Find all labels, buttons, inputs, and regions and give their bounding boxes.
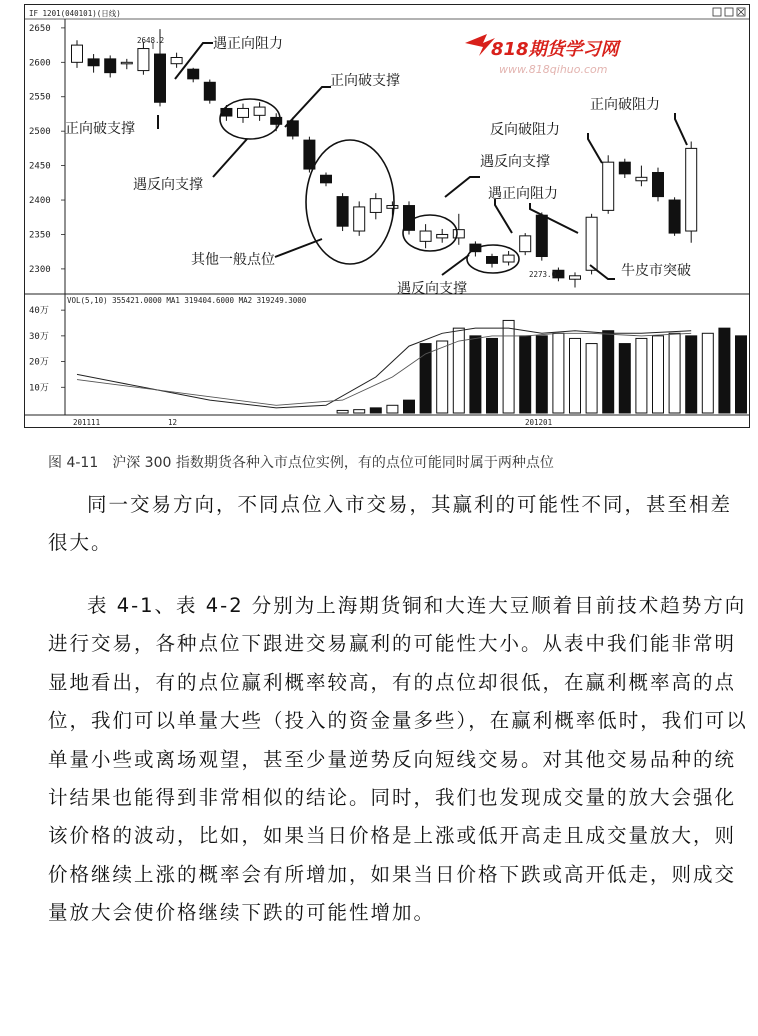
volume-bar-up: [570, 338, 581, 413]
volume-bar-up: [586, 344, 597, 413]
candle-body-up: [686, 148, 697, 231]
ann-fan-xiang-po-zu-li: 反向破阻力: [490, 122, 560, 138]
chart-header: IF 1201(040101)(日线): [29, 9, 121, 18]
candle-body-down: [619, 162, 630, 174]
volume-bar-up: [387, 405, 398, 413]
candle-body-up: [586, 217, 597, 270]
candle-body-down: [321, 175, 332, 183]
candle: [653, 168, 664, 202]
maximize-icon[interactable]: [725, 8, 733, 16]
volume-axis-label: 40万: [29, 306, 49, 317]
candle-body-down: [653, 172, 664, 196]
volume-ma1-line: [77, 328, 691, 408]
candle: [138, 42, 149, 75]
price-axis-label: 2550: [29, 92, 51, 103]
window-controls: [713, 8, 745, 16]
annotation-leaders: [158, 43, 687, 279]
volume-bar-down: [404, 400, 415, 413]
volume-bar-down: [487, 338, 498, 413]
candle-body-down: [536, 215, 547, 256]
candle-body-down: [669, 200, 680, 233]
candle-body-down: [487, 257, 498, 264]
ann-qi-ta-yi-ban-dian-wei: 其他一般点位: [191, 252, 275, 268]
volume-bar-down: [686, 336, 697, 413]
candle-body-up: [370, 199, 381, 213]
candle-body-up: [570, 276, 581, 279]
candle-body-down: [204, 82, 215, 100]
volume-axis-label: 10万: [29, 383, 49, 394]
volume-bar-down: [470, 336, 481, 413]
volume-bar-down: [520, 336, 531, 413]
candle: [370, 193, 381, 219]
candle-body-up: [503, 255, 514, 262]
candle: [88, 54, 99, 73]
candle-body-down: [105, 59, 116, 73]
candle-body-up: [171, 57, 182, 63]
volume-axis: [29, 305, 65, 393]
volume-axis-label: 30万: [29, 331, 49, 342]
price-axis-label: 2450: [29, 161, 51, 172]
candle: [669, 197, 680, 236]
paragraph-1: 同一交易方向，不同点位入市交易，其赢利的可能性不同，甚至相差很大。: [48, 493, 733, 555]
candle-body-up: [603, 162, 614, 210]
candle-body-up: [72, 45, 83, 62]
volume-bar-down: [370, 408, 381, 413]
candle-body-up: [254, 107, 265, 115]
ann-niu-pi-shi-tu-po: 牛皮市突破: [621, 263, 691, 279]
candle: [536, 212, 547, 260]
candle: [404, 201, 415, 234]
candle: [603, 155, 614, 214]
candle: [188, 68, 199, 82]
candle: [619, 159, 630, 178]
price-axis-label: 2500: [29, 127, 51, 138]
volume-header: VOL(5,10) 355421.0000 MA1 319404.6000 MA2 319249.3000: [67, 296, 307, 305]
volume-bar-down: [719, 328, 730, 413]
candlestick-figure: [24, 4, 750, 428]
figure-caption: 图 4-11 沪深 300 指数期货各种入市点位实例，有的点位可能同时属于两种点位: [48, 455, 554, 471]
volume-bar-up: [437, 341, 448, 413]
candle-body-up: [138, 49, 149, 71]
volume-bar-up: [337, 410, 348, 413]
candle-body-down: [155, 54, 166, 102]
candle-body-up: [520, 236, 531, 252]
volume-bar-up: [553, 333, 564, 413]
candle-body-up: [437, 234, 448, 237]
candle: [570, 272, 581, 287]
date-label-1: 201111: [73, 418, 101, 427]
candle: [254, 102, 265, 121]
candle-body-down: [337, 197, 348, 227]
price-axis-label: 2350: [29, 230, 51, 241]
date-label-3: 201201: [525, 418, 553, 427]
candle: [503, 251, 514, 265]
volume-bar-down: [619, 344, 630, 413]
volume-bar-up: [653, 336, 664, 413]
candle-body-up: [453, 230, 464, 238]
candle: [105, 55, 116, 77]
candle: [321, 172, 332, 186]
volume-bar-up: [503, 320, 514, 413]
watermark-url: www.818qihuo.com: [499, 63, 608, 76]
candle-body-down: [188, 69, 199, 79]
candle: [520, 233, 531, 255]
volume-bar-up: [702, 333, 713, 413]
candle: [171, 53, 182, 68]
volume-axis-label: 20万: [29, 357, 49, 368]
candle: [204, 80, 215, 104]
date-label-2: 12: [168, 418, 178, 427]
volume-bar-down: [736, 336, 747, 413]
volume-bar-down: [536, 336, 547, 413]
candle: [686, 142, 697, 243]
restore-icon[interactable]: [713, 8, 721, 16]
ann-yu-fan-xiang-zhi-cheng-1: 遇反向支撑: [133, 177, 203, 193]
candle: [420, 224, 431, 248]
candle: [121, 59, 132, 69]
price-axis-label: 2650: [29, 23, 51, 34]
watermark-logo: [465, 34, 622, 76]
candle-body-up: [238, 108, 249, 117]
ann-yu-fan-xiang-zhi-cheng-3: 遇反向支撑: [397, 281, 467, 297]
candle: [636, 166, 647, 187]
candle: [72, 40, 83, 68]
candle-body-up: [387, 206, 398, 209]
volume-bar-up: [354, 410, 365, 413]
candle: [287, 117, 298, 139]
watermark-brand: 818期货学习网: [491, 39, 619, 60]
candle-body-down: [88, 59, 99, 66]
ann-yu-fan-xiang-zhi-cheng-2: 遇反向支撑: [480, 154, 550, 170]
candle: [337, 193, 348, 231]
paragraph-2: 表 4-1、表 4-2 分别为上海期货铜和大连大豆顺着目前技术趋势方向进行交易，各种点位下跟进交易赢利的可能性大小。从表中我们能非常明显地看出，有的点位赢利概率较高，有的点位却很低，在赢利概率高的点位，我们可以单量大些（投入的资金量多些），在赢利概率低时，我们可以单量小些或离场观望，甚至少量逆势反向短线交易。对其他交易品种的统计结果也能得到非常相似的结论。同时，我们也发现成交量的放大会强化该价格的波动，比如，如果当日价格是上涨或低开高走且成交量放大，则价格继续上涨的概率会有所增加，如果当日价格下跌或高开低走，则成交量放大会使价格继续下跌的可能性增加。: [48, 594, 748, 925]
price-axis-label: 2400: [29, 196, 51, 207]
low-price-label: 2273.0: [529, 270, 557, 279]
candle-body-up: [636, 177, 647, 180]
candle-body-up: [420, 231, 431, 241]
candle: [238, 104, 249, 123]
candle: [354, 201, 365, 235]
price-axis-label: 2300: [29, 264, 51, 275]
candle-body-down: [304, 140, 315, 169]
ann-yu-zheng-xiang-zu-li-2: 遇正向阻力: [488, 186, 558, 202]
high-price-label: 2648.2: [137, 36, 165, 45]
ann-zheng-xiang-po-zu-li: 正向破阻力: [590, 97, 660, 113]
candle-body-up: [121, 62, 132, 64]
volume-bar-up: [669, 333, 680, 413]
candle-body-up: [354, 207, 365, 231]
volume-bar-down: [603, 331, 614, 413]
volume-bar-up: [636, 338, 647, 413]
candle: [487, 254, 498, 268]
ann-yu-zheng-xiang-zu-li-1: 遇正向阻力: [213, 36, 283, 52]
ann-zheng-xiang-po-zhi-cheng-1: 正向破支撑: [65, 121, 135, 137]
price-axis: [29, 24, 65, 275]
ann-zheng-xiang-po-zhi-cheng-2: 正向破支撑: [330, 73, 400, 89]
price-axis-label: 2600: [29, 58, 51, 69]
candle: [437, 229, 448, 243]
